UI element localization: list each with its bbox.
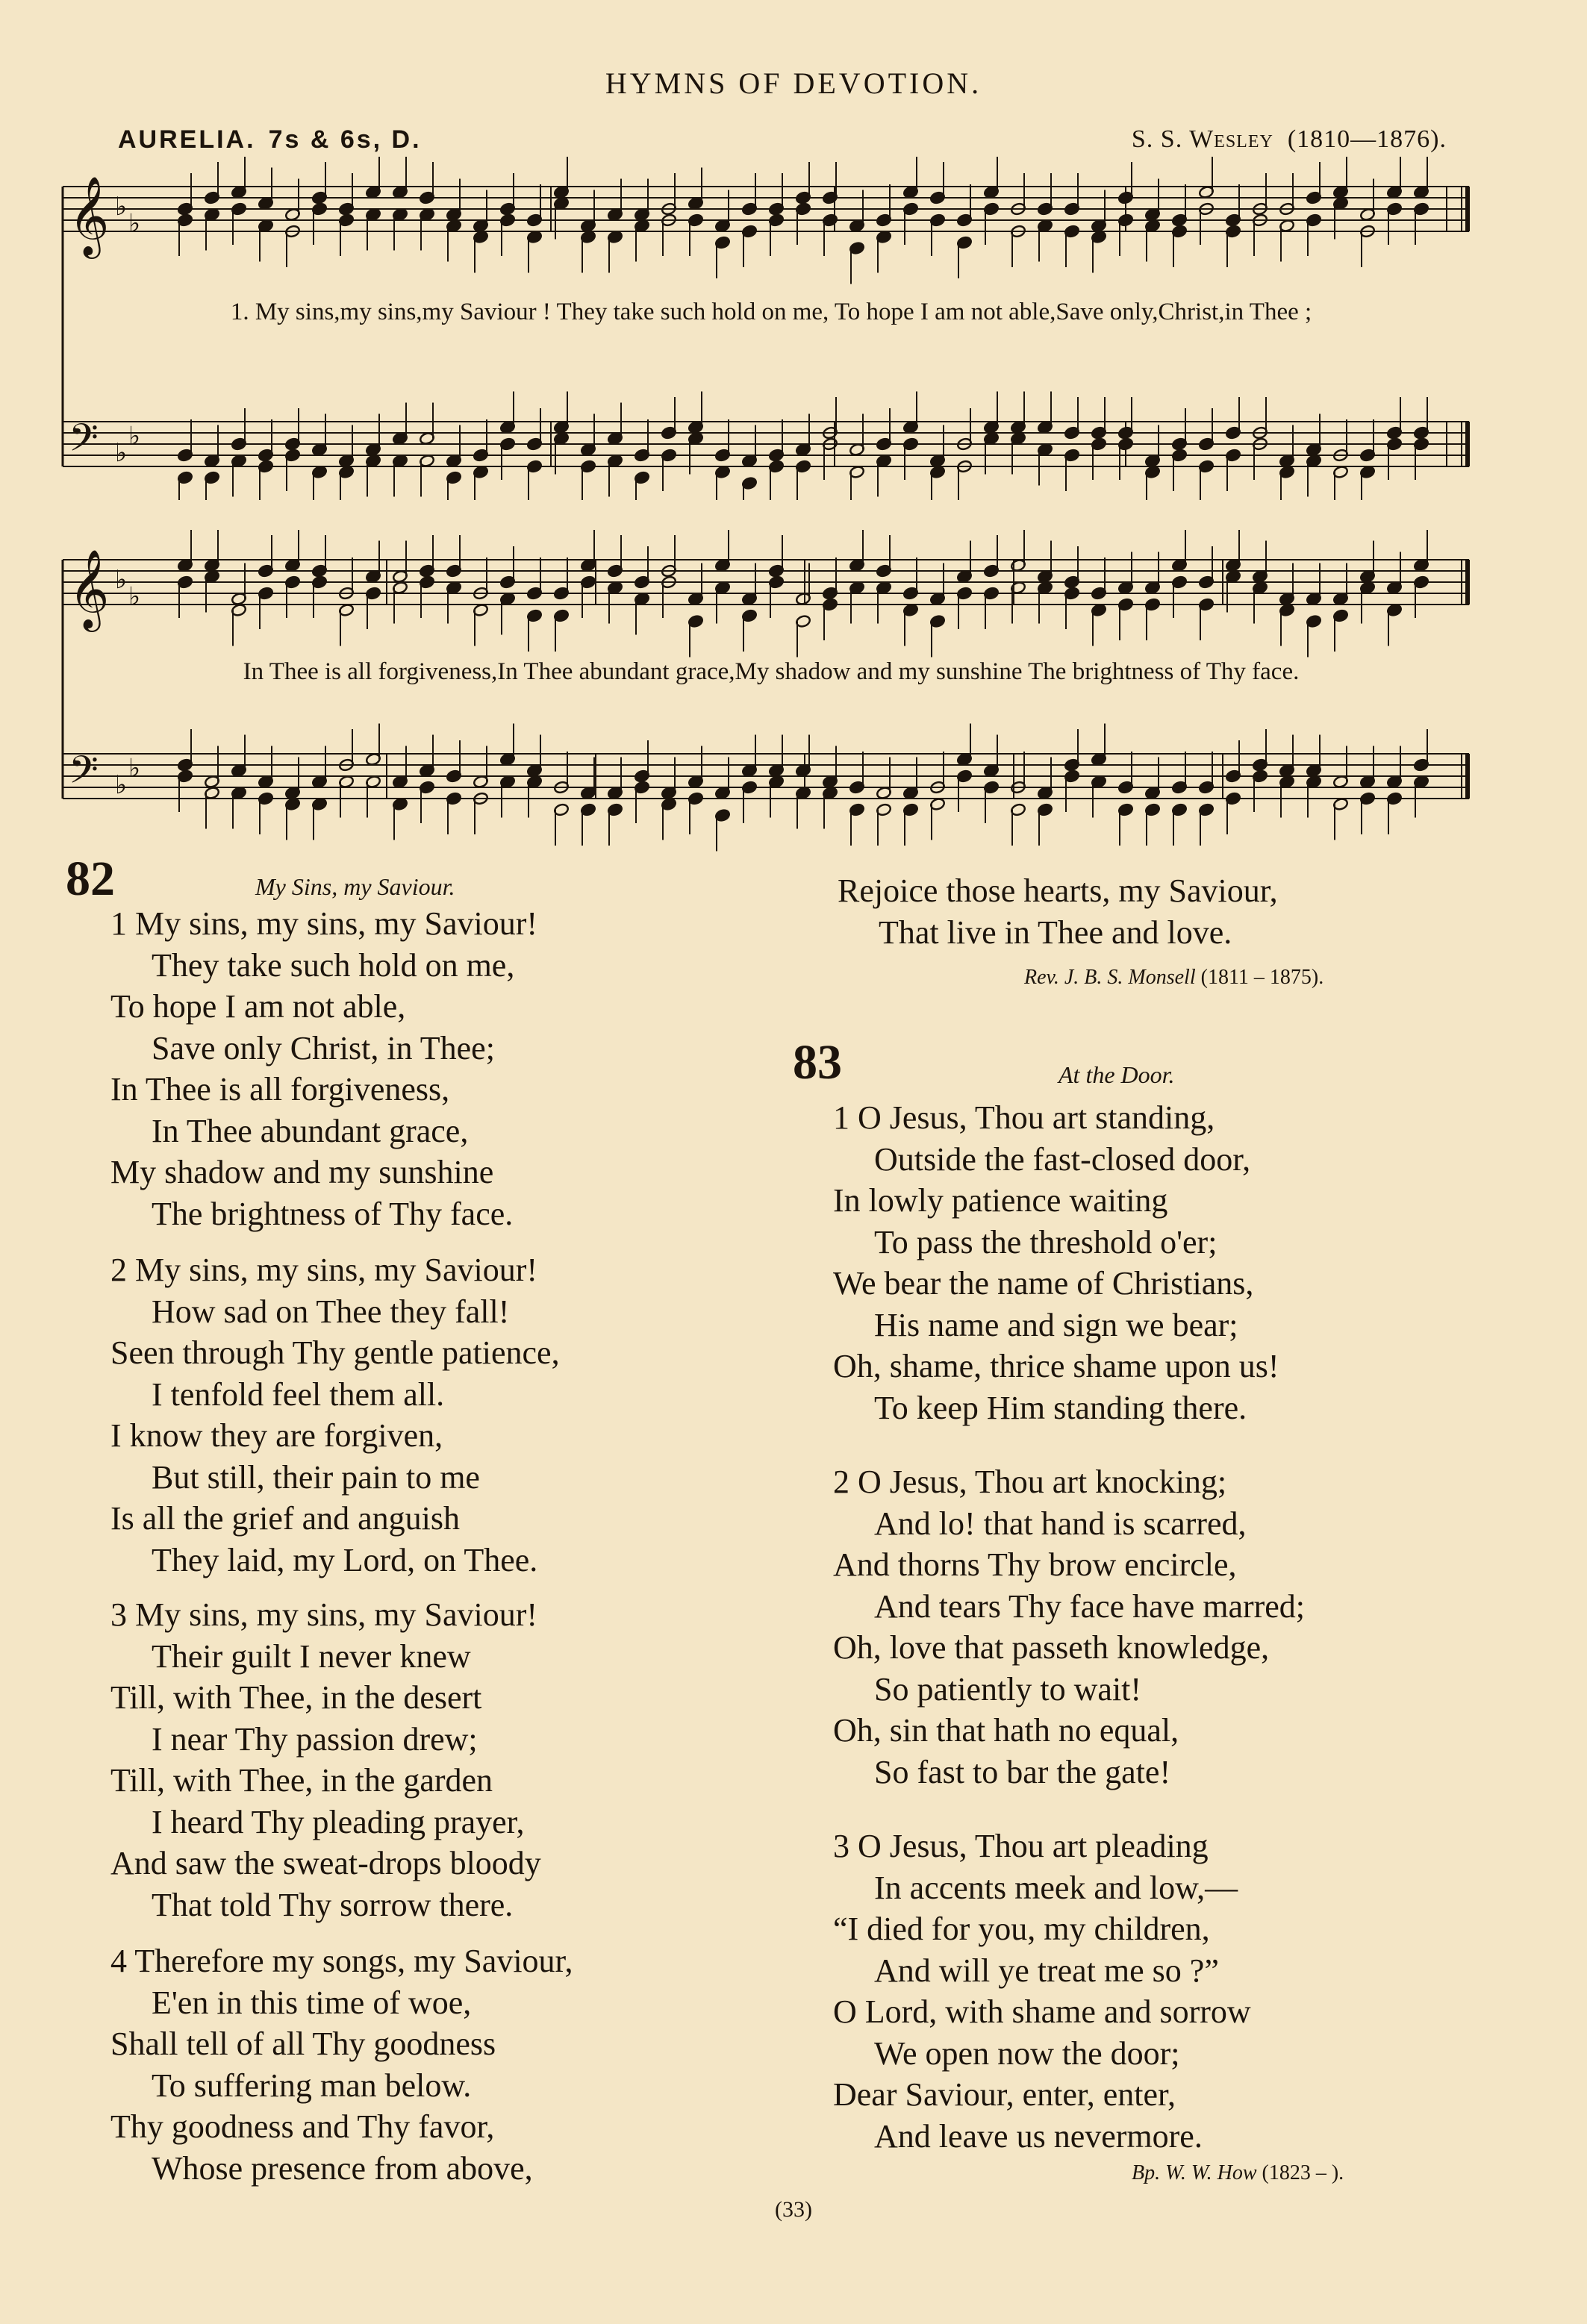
stanza-line: So fast to bar the gate! [874,1753,1171,1790]
stanza-line: They take such hold on me, [152,946,515,984]
composer-dates: (1810—1876). [1287,125,1447,153]
stanza-line: Dear Saviour, enter, enter, [833,2076,1176,2113]
stanza-line: Oh, love that passeth knowledge, [833,1629,1270,1666]
hymn-83-stanza-1 [833,1097,1279,1428]
music-system-2 [58,530,1484,858]
tune-name: AURELIA. [118,125,256,154]
stanza-line: 1 My sins, my sins, my Saviour! [110,905,538,942]
stanza-line: 2 O Jesus, Thou art knocking; [833,1464,1227,1500]
stanza-line: In Thee is all forgiveness, [110,1071,450,1108]
stanza-line: And lo! that hand is scarred, [874,1505,1247,1542]
author-dates: (1811 – 1875). [1200,966,1324,989]
stanza-line: His name and sign we bear; [874,1306,1238,1343]
stanza-line: To pass the threshold o'er; [874,1223,1217,1261]
stanza-line: The brightness of Thy face. [152,1195,514,1232]
hymn-number-82: 82 [66,852,115,906]
stanza-line: 4 Therefore my songs, my Saviour, [110,1943,573,1979]
flat-icon: ♭ [128,581,141,612]
flat-icon: ♭ [128,421,141,452]
stanza-line: And tears Thy face have marred; [874,1587,1306,1625]
stanza-line: Till, with Thee, in the garden [110,1762,493,1799]
hymn-meter: 7s & 6s, D. [268,125,422,154]
stanza-line: We open now the door; [874,2034,1180,2072]
stanza-line: And will ye treat me so ?” [874,1952,1219,1989]
final-bar-line [1465,422,1470,466]
stanza-line: 2 My sins, my sins, my Saviour! [110,1252,538,1288]
stanza-line: In lowly patience waiting [833,1182,1168,1219]
composer-credit [1132,125,1447,154]
stanza-line: O Lord, with shame and sorrow [833,1993,1251,2030]
stanza-line: 3 My sins, my sins, my Saviour! [110,1596,538,1633]
stanza-line: Their guilt I never knew [152,1637,471,1675]
music-notation-system-1 [58,157,1484,500]
music-system-1 [58,157,1484,500]
stanza-line: And leave us nevermore. [874,2117,1203,2155]
hymn-number-83: 83 [793,1035,842,1090]
hymn-82-stanza-4-part-2 [838,870,1278,953]
hymn-83-stanza-2 [833,1461,1305,1793]
hymn-82-author [1024,966,1323,990]
author-name: Rev. J. B. S. Monsell [1024,966,1196,989]
flat-icon: ♭ [115,192,128,222]
hymn-82-stanza-2 [110,1249,560,1581]
stanza-line: They laid, my Lord, on Thee. [152,1541,538,1578]
hymn-83-author [1132,2161,1344,2185]
stanza-line: Save only Christ, in Thee; [152,1029,495,1066]
treble-clef-icon: 𝄞 [69,175,110,255]
stanza-line: I near Thy passion drew; [152,1720,478,1758]
stanza-line: Till, with Thee, in the desert [110,1679,482,1716]
flat-icon: ♭ [115,438,128,468]
stanza-line: Thy goodness and Thy favor, [110,2108,495,2145]
stanza-line: Seen through Thy gentle patience, [110,1334,560,1371]
stanza-line: Is all the grief and anguish [110,1500,460,1537]
stanza-line: So patiently to wait! [874,1670,1142,1708]
stanza-line: But still, their pain to me [152,1458,480,1496]
stanza-line: And thorns Thy brow encircle, [833,1546,1237,1583]
stanza-line: Shall tell of all Thy goodness [110,2025,496,2062]
flat-icon: ♭ [128,753,141,784]
stanza-line: E'en in this time of woe, [152,1984,472,2021]
author-name: Bp. W. W. How [1132,2161,1257,2184]
stanza-line: Outside the fast-closed door, [874,1140,1251,1178]
stanza-line: I tenfold feel them all. [152,1375,445,1413]
music-notation-system-2 [58,530,1484,858]
stanza-line: In Thee abundant grace, [152,1112,469,1149]
flat-icon: ♭ [115,770,128,800]
final-bar-line [1465,754,1470,799]
hymn-82-stanza-4-part-1 [110,1940,573,2189]
stanza-line: That told Thy sorrow there. [152,1886,514,1923]
stanza-line: Oh, sin that hath no equal, [833,1712,1179,1749]
flat-icon: ♭ [128,208,141,239]
hymn-82-stanza-3 [110,1594,541,1925]
stanza-line: 1 O Jesus, Thou art standing, [833,1099,1215,1136]
stanza-line: My shadow and my sunshine [110,1154,494,1190]
stanza-line: I heard Thy pleading prayer, [152,1803,525,1840]
hymn-title-82: My Sins, my Saviour. [255,873,455,900]
bass-clef-icon: 𝄢 [69,415,99,469]
hymn-82-stanza-1 [110,903,537,1234]
stanza-line: Rejoice those hearts, my Saviour, [838,872,1278,909]
flat-icon: ♭ [115,565,128,595]
stanza-line: How sad on Thee they fall! [152,1293,510,1330]
stanza-line: To keep Him standing there. [874,1389,1247,1426]
stanza-line: To hope I am not able, [110,988,406,1025]
final-bar-line [1465,560,1470,605]
stanza-line: We bear the name of Christians, [833,1265,1254,1302]
stanza-line: “I died for you, my children, [833,1911,1210,1947]
stanza-line: Oh, shame, thrice shame upon us! [833,1348,1279,1384]
tune-line [118,125,1447,154]
stanza-line: 3 O Jesus, Thou art pleading [833,1828,1209,1864]
stanza-line: I know they are forgiven, [110,1417,443,1454]
composer-name: S. S. Wesley [1131,125,1273,153]
running-title: HYMNS OF DEVOTION. [605,66,982,100]
underlay-text-1: 1. My sins,my sins,my Saviour ! They take such hold on me, To hope I am not able,Save only,Christ,in Thee ; [230,299,1312,325]
stanza-line: And saw the sweat-drops bloody [110,1845,541,1881]
page-number: (33) [775,2197,812,2222]
stanza-line: Whose presence from above, [152,2149,533,2187]
underlay-text-2: In Thee is all forgiveness,In Thee abundant grace,My shadow and my sunshine The brightness of Thy face. [243,658,1300,685]
hymn-83-stanza-3 [833,1825,1251,2157]
bass-clef-icon: 𝄢 [69,747,99,802]
author-dates: (1823 – ). [1262,2161,1344,2184]
final-bar-line [1465,187,1470,231]
treble-clef-icon: 𝄞 [69,549,110,628]
stanza-line: To suffering man below. [152,2067,472,2104]
stanza-line: In accents meek and low,— [874,1869,1238,1906]
hymn-title-83: At the Door. [1058,1061,1175,1088]
stanza-line: That live in Thee and love. [879,913,1232,951]
